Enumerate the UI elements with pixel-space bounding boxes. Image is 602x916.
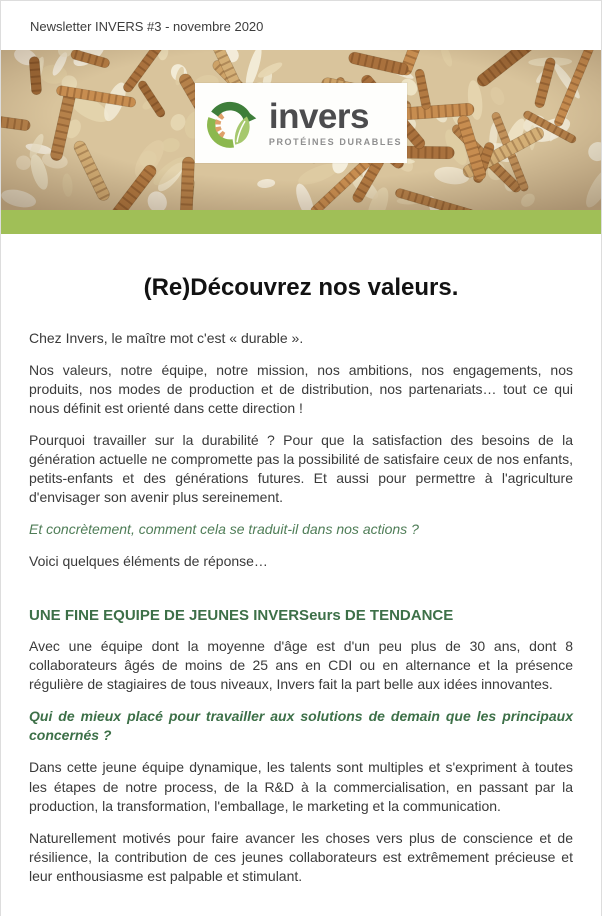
invers-logo-icon bbox=[200, 92, 260, 154]
invers-logo-text bbox=[269, 99, 402, 147]
brand-name: invers bbox=[268, 97, 369, 136]
newsletter-issue-title: Newsletter INVERS #3 - novembre 2020 bbox=[30, 19, 264, 34]
paragraph: Nos valeurs, notre équipe, notre mission, nos ambitions, nos engagements, nos produits, nos modes de production et de distribution, nos partenariats… tout ce qui nous définit est orienté dans cette direction ! bbox=[29, 362, 573, 417]
paragraph-question: Et concrètement, comment cela se traduit-il dans nos actions ? bbox=[29, 521, 419, 538]
paragraph-question: Qui de mieux placé pour travailler aux solutions de demain que les principaux concernés ? bbox=[29, 708, 573, 744]
article-body bbox=[1, 274, 601, 916]
brand-tagline: PROTÉINES DURABLES bbox=[268, 137, 403, 147]
paragraph: Dans cette jeune équipe dynamique, les talents sont multiples et s'expriment à toutes les étapes de notre process, de la R&D à la commercialisation, en passant par la production, la transformation, l'emballage, le marketing et la communication. bbox=[29, 759, 573, 814]
hero-banner bbox=[1, 50, 601, 210]
invers-logo bbox=[195, 83, 407, 163]
paragraph: Avec une équipe dont la moyenne d'âge est d'un peu plus de 30 ans, dont 8 collaborateurs âgés de moins de 25 ans en CDI ou en alternance et la présence régulière de stagiaires de tous niveaux, Invers fait la part belle aux idées innovantes. bbox=[29, 638, 573, 693]
paragraph: Voici quelques éléments de réponse… bbox=[29, 553, 268, 570]
paragraph: Chez Invers, le maître mot c'est « durable ». bbox=[29, 330, 304, 346]
paragraph: Naturellement motivés pour faire avancer les choses vers plus de conscience et de résilience, la contribution de ces jeunes collaborateurs est extrêmement précieuse et leur enthousiasme est palpable et stimulant. bbox=[29, 829, 573, 884]
preheader-bar bbox=[1, 1, 601, 50]
paragraph: Pourquoi travailler sur la durabilité ? Pour que la satisfaction des besoins de la génération actuelle ne compromette pas la possibilité de satisfaire ceux de nos enfants, petits-enfants et des générations futures. Et aussi pour permettre à l'agriculture d'envisager son avenir plus sereinement. bbox=[29, 432, 573, 506]
green-divider-bar bbox=[1, 210, 601, 234]
article-title: (Re)Découvrez nos valeurs. bbox=[143, 274, 459, 301]
section-heading: UNE FINE EQUIPE DE JEUNES INVERSeurs DE TENDANCE bbox=[29, 607, 454, 625]
